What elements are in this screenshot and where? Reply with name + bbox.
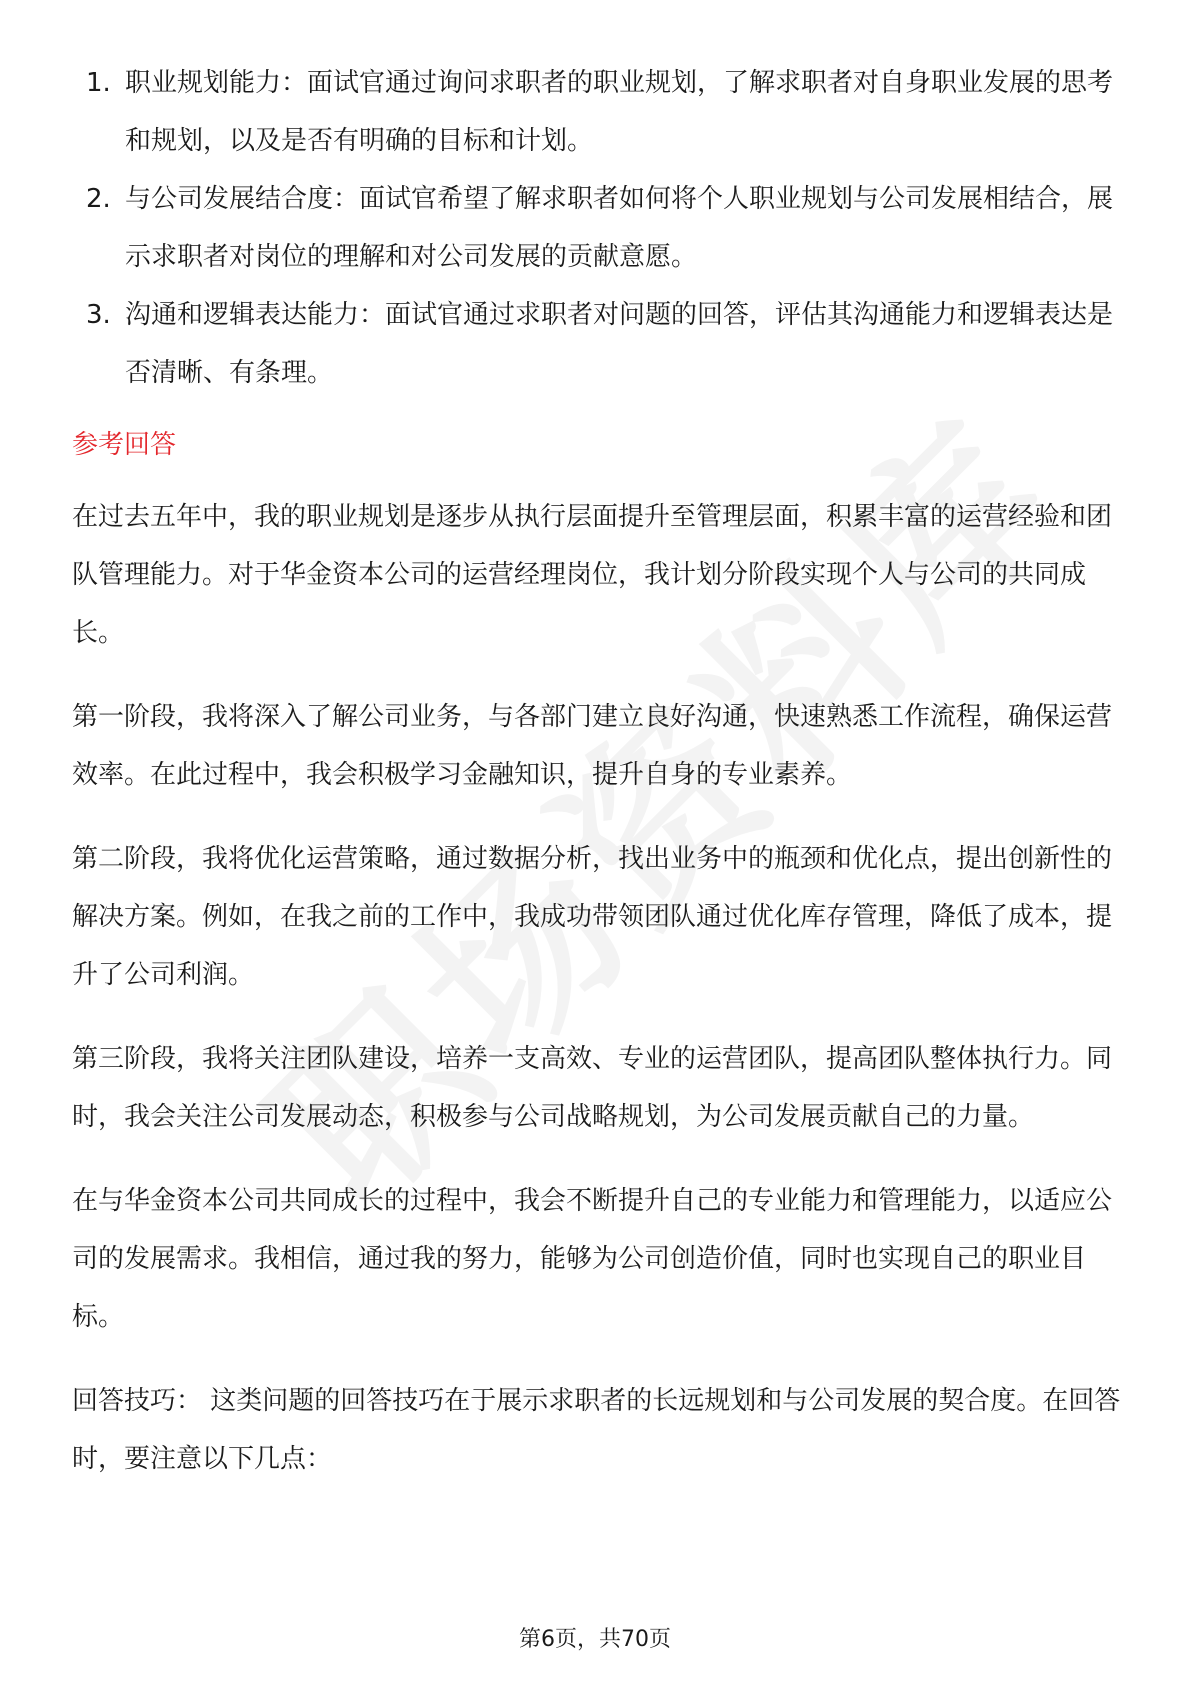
list-item	[72, 170, 1122, 286]
list-item	[72, 286, 1122, 402]
list-item-text: 职业规划能力：面试官通过询问求职者的职业规划，了解求职者对自身职业发展的思考和规划，以及是否有明确的目标和计划。	[125, 68, 1114, 156]
paragraph: 第一阶段，我将深入了解公司业务，与各部门建立良好沟通，快速熟悉工作流程，确保运营效率。在此过程中，我会积极学习金融知识，提升自身的专业素养。	[72, 702, 1113, 790]
paragraph: 第二阶段，我将优化运营策略，通过数据分析，找出业务中的瓶颈和优化点，提出创新性的解决方案。例如，在我之前的工作中，我成功带领团队通过优化库存管理，降低了成本，提升了公司利润。	[72, 844, 1113, 990]
page-number-footer: 第6页，共70页	[519, 1627, 671, 1652]
document-body	[72, 54, 1122, 1514]
reference-answer-heading: 参考回答	[72, 430, 177, 460]
list-item-number: 2.	[86, 184, 111, 214]
paragraph: 在与华金资本公司共同成长的过程中，我会不断提升自己的专业能力和管理能力，以适应公司的发展需求。我相信，通过我的努力，能够为公司创造价值，同时也实现自己的职业目标。	[72, 1186, 1113, 1332]
evaluation-criteria-list	[72, 54, 1122, 402]
list-item-number: 1.	[86, 68, 111, 98]
list-item-text: 与公司发展结合度：面试官希望了解求职者如何将个人职业规划与公司发展相结合，展示求职者对岗位的理解和对公司发展的贡献意愿。	[125, 184, 1114, 272]
paragraph: 回答技巧： 这类问题的回答技巧在于展示求职者的长远规划和与公司发展的契合度。在回答时，要注意以下几点：	[72, 1386, 1121, 1474]
list-item	[72, 54, 1122, 170]
paragraph: 第三阶段，我将关注团队建设，培养一支高效、专业的运营团队，提高团队整体执行力。同时，我会关注公司发展动态，积极参与公司战略规划，为公司发展贡献自己的力量。	[72, 1044, 1113, 1132]
list-item-number: 3.	[86, 300, 111, 330]
paragraph: 在过去五年中，我的职业规划是逐步从执行层面提升至管理层面，积累丰富的运营经验和团队管理能力。对于华金资本公司的运营经理岗位，我计划分阶段实现个人与公司的共同成长。	[72, 502, 1113, 648]
list-item-text: 沟通和逻辑表达能力：面试官通过求职者对问题的回答，评估其沟通能力和逻辑表达是否清晰、有条理。	[125, 300, 1114, 388]
